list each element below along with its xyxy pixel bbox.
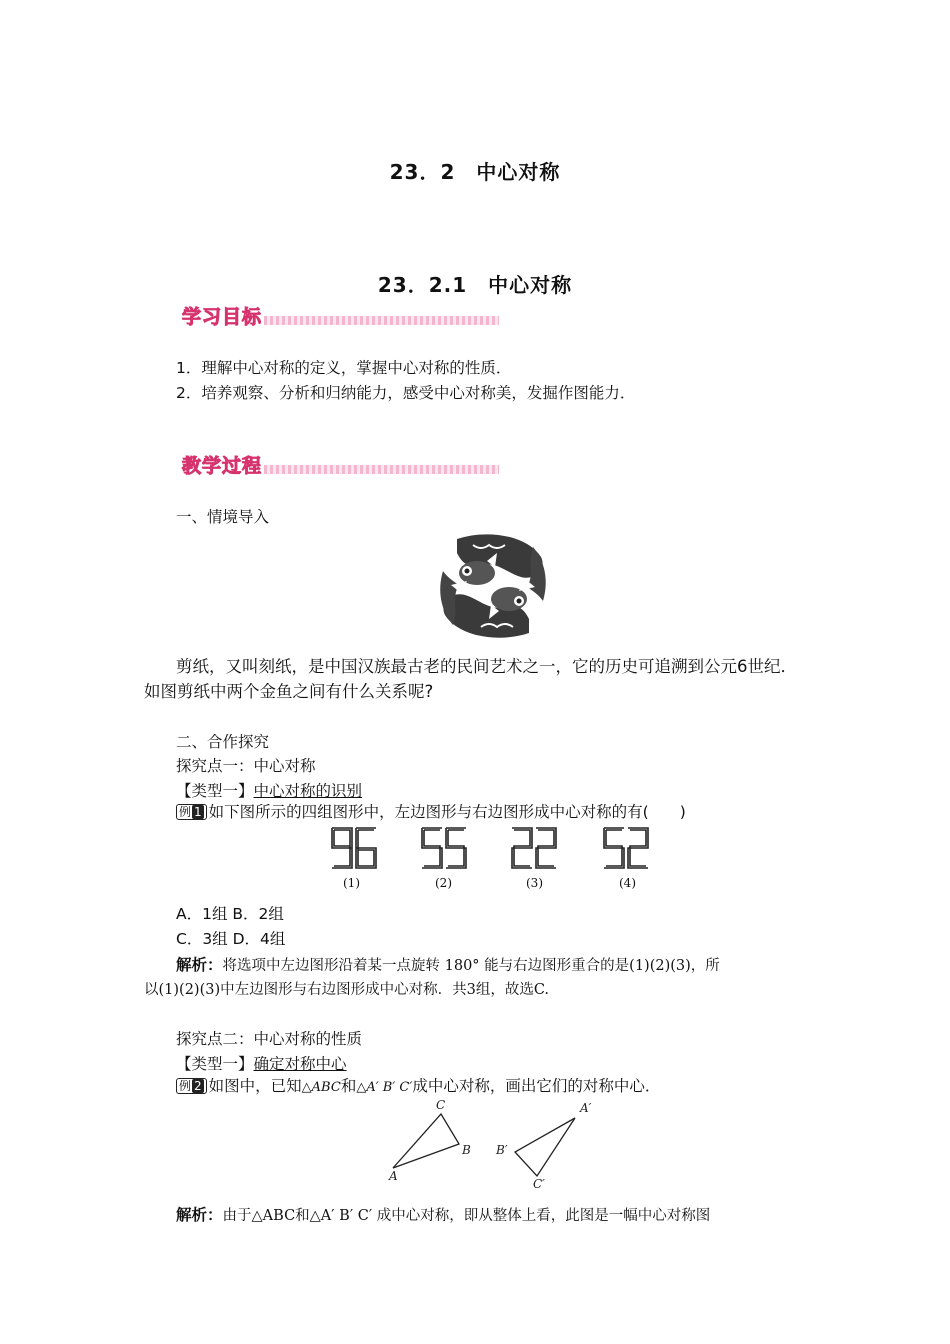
section-heading: 23．2 中心对称: [389, 160, 561, 184]
intro-paragraph-line-1: 剪纸，又叫刻纸，是中国汉族最古老的民间艺术之一，它的历史可追溯到公元6世纪．: [176, 657, 797, 676]
options-line-1: A．1组 B．2组: [176, 905, 284, 923]
goal-item-2: 2．培养观察、分析和归纳能力，感受中心对称美，发掘作图能力．: [176, 384, 636, 402]
triangle-abc: △ABC: [301, 1080, 341, 1095]
paper-cut-goldfish-image: [437, 531, 549, 641]
options-line-2: C．3组 D．4组: [176, 930, 286, 948]
learning-goals-banner: [176, 304, 499, 332]
label-c-prime: C′: [533, 1177, 545, 1188]
example-number: 1: [194, 805, 202, 819]
triangle-abc-prime: △A′ B′ C′: [356, 1080, 413, 1095]
type-heading-1: [176, 780, 362, 802]
example-word: 例: [179, 1079, 192, 1093]
example-number: 2: [194, 1079, 202, 1093]
triangles-figure: [385, 1096, 600, 1188]
type-bracket: 【类型一】: [176, 1055, 254, 1073]
section-title-intro: 一、情境导入: [176, 508, 270, 526]
type-name: 确定对称中心: [253, 1055, 347, 1073]
example-text: 如下图所示的四组图形中，左边图形与右边图形成中心对称的有( ): [208, 803, 686, 821]
label-a-prime: A′: [580, 1101, 592, 1115]
banner-decoration: [264, 316, 499, 325]
example-badge: [176, 1078, 207, 1094]
section-title-cooperative: 二、合作探究: [176, 733, 270, 751]
subsection-heading: 23．2.1 中心对称: [377, 273, 573, 297]
example-2-analysis: [176, 1204, 710, 1227]
conjunction: 和: [340, 1077, 357, 1095]
analysis-text: 由于△ABC和△A′ B′ C′ 成中心对称，即从整体上看，此图是一幅中心对称图: [222, 1208, 711, 1224]
banner-label: 学习目标: [182, 306, 263, 328]
example-badge: [176, 804, 207, 820]
figure-caption-3: (3): [526, 876, 543, 890]
example-word: 例: [179, 805, 192, 819]
example-text: 如图中，已知: [208, 1077, 302, 1095]
label-c: C: [436, 1098, 446, 1112]
label-b: B: [462, 1143, 471, 1157]
analysis-text: 将选项中左边图形沿着某一点旋转 180° 能与右边图形重合的是(1)(2)(3)，所: [222, 958, 720, 974]
explore-point-1: 探究点一：中心对称: [176, 757, 316, 775]
figure-caption-2: (2): [435, 876, 452, 890]
digit-figures: [330, 826, 660, 870]
label-b-prime: B′: [496, 1143, 508, 1157]
figure-caption-1: (1): [343, 876, 360, 890]
goal-item-1: 1．理解中心对称的定义，掌握中心对称的性质．: [176, 359, 512, 377]
example-1-analysis-line-2: 以(1)(2)(3)中左边图形与右边图形成中心对称．共3组，故选C.: [144, 982, 550, 998]
example-1-question: [176, 801, 686, 823]
type-name: 中心对称的识别: [253, 782, 363, 800]
example-text-end: 成中心对称，画出它们的对称中心．: [412, 1077, 661, 1095]
banner-decoration: [264, 465, 499, 474]
explore-point-2: 探究点二：中心对称的性质: [176, 1030, 363, 1048]
example-1-analysis-line-1: [176, 954, 720, 977]
intro-paragraph-line-2: 如图剪纸中两个金鱼之间有什么关系呢?: [144, 682, 434, 701]
type-bracket: 【类型一】: [176, 782, 254, 800]
analysis-label: 解析：: [176, 956, 223, 974]
analysis-label: 解析：: [176, 1206, 223, 1224]
type-heading-2: [176, 1053, 347, 1075]
label-a: A: [389, 1169, 398, 1183]
figure-caption-4: (4): [619, 876, 636, 890]
teaching-process-banner: [176, 453, 499, 481]
banner-label: 教学过程: [182, 455, 263, 477]
